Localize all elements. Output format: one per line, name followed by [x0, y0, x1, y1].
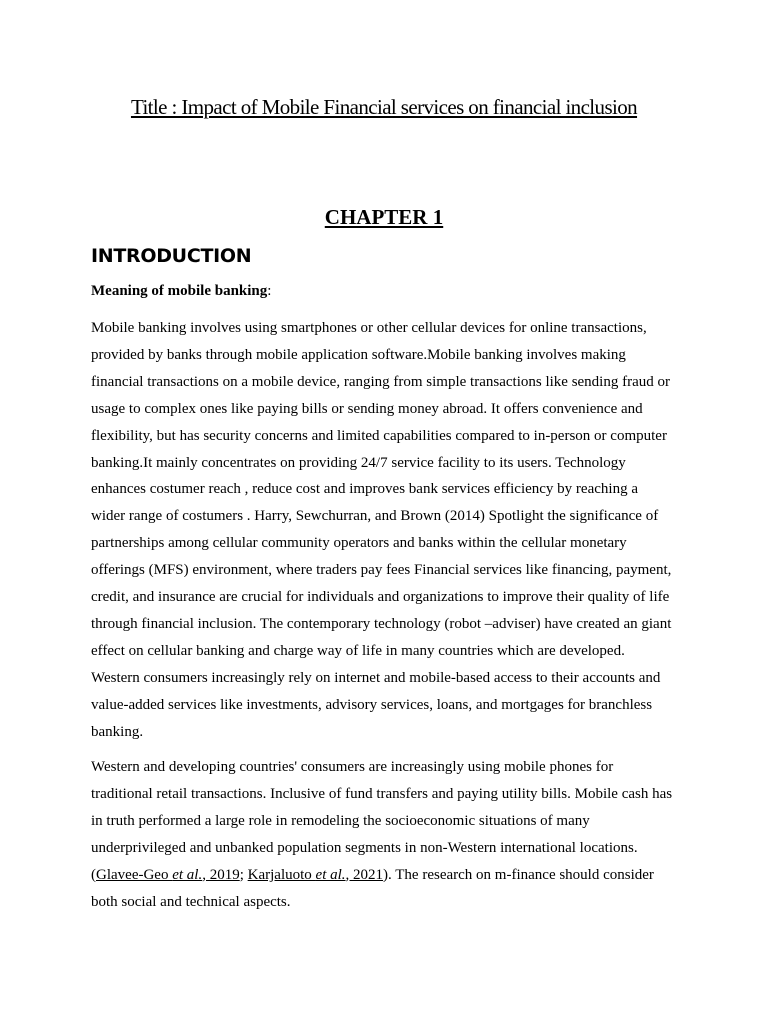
citation-link-karjaluoto[interactable] [248, 867, 383, 883]
citation-author: Karjaluoto [247, 866, 316, 883]
citation-line [91, 862, 691, 889]
citation-etal: et al. [172, 866, 203, 883]
paragraph-line: credit, and insurance are crucial for individuals and organizations to improve their quality of life [91, 589, 670, 606]
citation-link-glavee-geo[interactable] [96, 867, 240, 883]
paragraph-line: usage to complex ones like paying bills or sending money abroad. It offers convenience and [91, 400, 643, 417]
paragraph-line: in truth performed a large role in remodeling the socioeconomic situations of many [91, 812, 590, 829]
paragraph-line: through financial inclusion. The contemporary technology (robot –adviser) have created an giant [91, 615, 672, 632]
paragraph-line: value-added services like investments, advisory services, loans, and mortgages for branchless [91, 696, 653, 713]
citation-year: , 2021 [345, 866, 384, 883]
paragraph-2 [91, 754, 691, 915]
paragraph-line: offerings (MFS) environment, where traders pay fees Financial services like financing, payment, [91, 562, 672, 579]
paragraph-line: banking.It mainly concentrates on providing 24/7 service facility to its users. Technology [91, 454, 626, 471]
paragraph-line: Western consumers increasingly rely on internet and mobile-based access to their accounts and [91, 669, 661, 686]
paragraph-line: Western and developing countries' consumers are increasingly using mobile phones for [91, 759, 614, 775]
chapter-heading: CHAPTER 1 [324, 205, 444, 229]
section-heading: INTRODUCTION [91, 245, 252, 267]
citation-author: Glavee-Geo [96, 866, 173, 883]
paragraph-line: enhances costumer reach , reduce cost and improves bank services efficiency by reaching a [91, 481, 638, 498]
citation-close: ). The research on m-finance should consider [383, 866, 654, 883]
subheading [91, 280, 271, 302]
paragraph-line: both social and technical aspects. [91, 893, 291, 910]
paragraph-line: effect on cellular banking and charge way of life in many countries which are developed. [91, 642, 625, 659]
citation-separator: ; [239, 866, 248, 883]
paragraph-line: Mobile banking involves using smartphones or other cellular devices for online transactions, [91, 320, 647, 336]
paragraph-line: banking. [91, 723, 144, 740]
paragraph-line: traditional retail transactions. Inclusive of fund transfers and paying utility bills. Mobile cash has [91, 785, 673, 802]
paragraph-line: underprivileged and unbanked population segments in non-Western international locations. [91, 839, 638, 856]
paragraph-line: wider range of costumers . Harry, Sewchurran, and Brown (2014) Spotlight the significance of [91, 508, 659, 525]
paragraph-line: partnerships among cellular community operators and banks within the cellular monetary [91, 535, 627, 552]
paragraph-line: flexibility, but has security concerns and limited capabilities compared to in-person or computer [91, 427, 667, 444]
citation-etal: et al. [315, 866, 346, 883]
paragraph-1 [91, 315, 691, 746]
citation-year: , 2019 [202, 866, 240, 883]
document-title: Title : Impact of Mobile Financial services on financial inclusion [130, 95, 638, 119]
subheading-suffix: : [267, 283, 272, 299]
paragraph-line: financial transactions on a mobile device, ranging from simple transactions like sending fraud or [91, 373, 670, 390]
paragraph-line: provided by banks through mobile application software.Mobile banking involves making [91, 346, 626, 363]
subheading-bold: Meaning of mobile banking [91, 283, 268, 299]
citation-open: ( [91, 866, 96, 883]
